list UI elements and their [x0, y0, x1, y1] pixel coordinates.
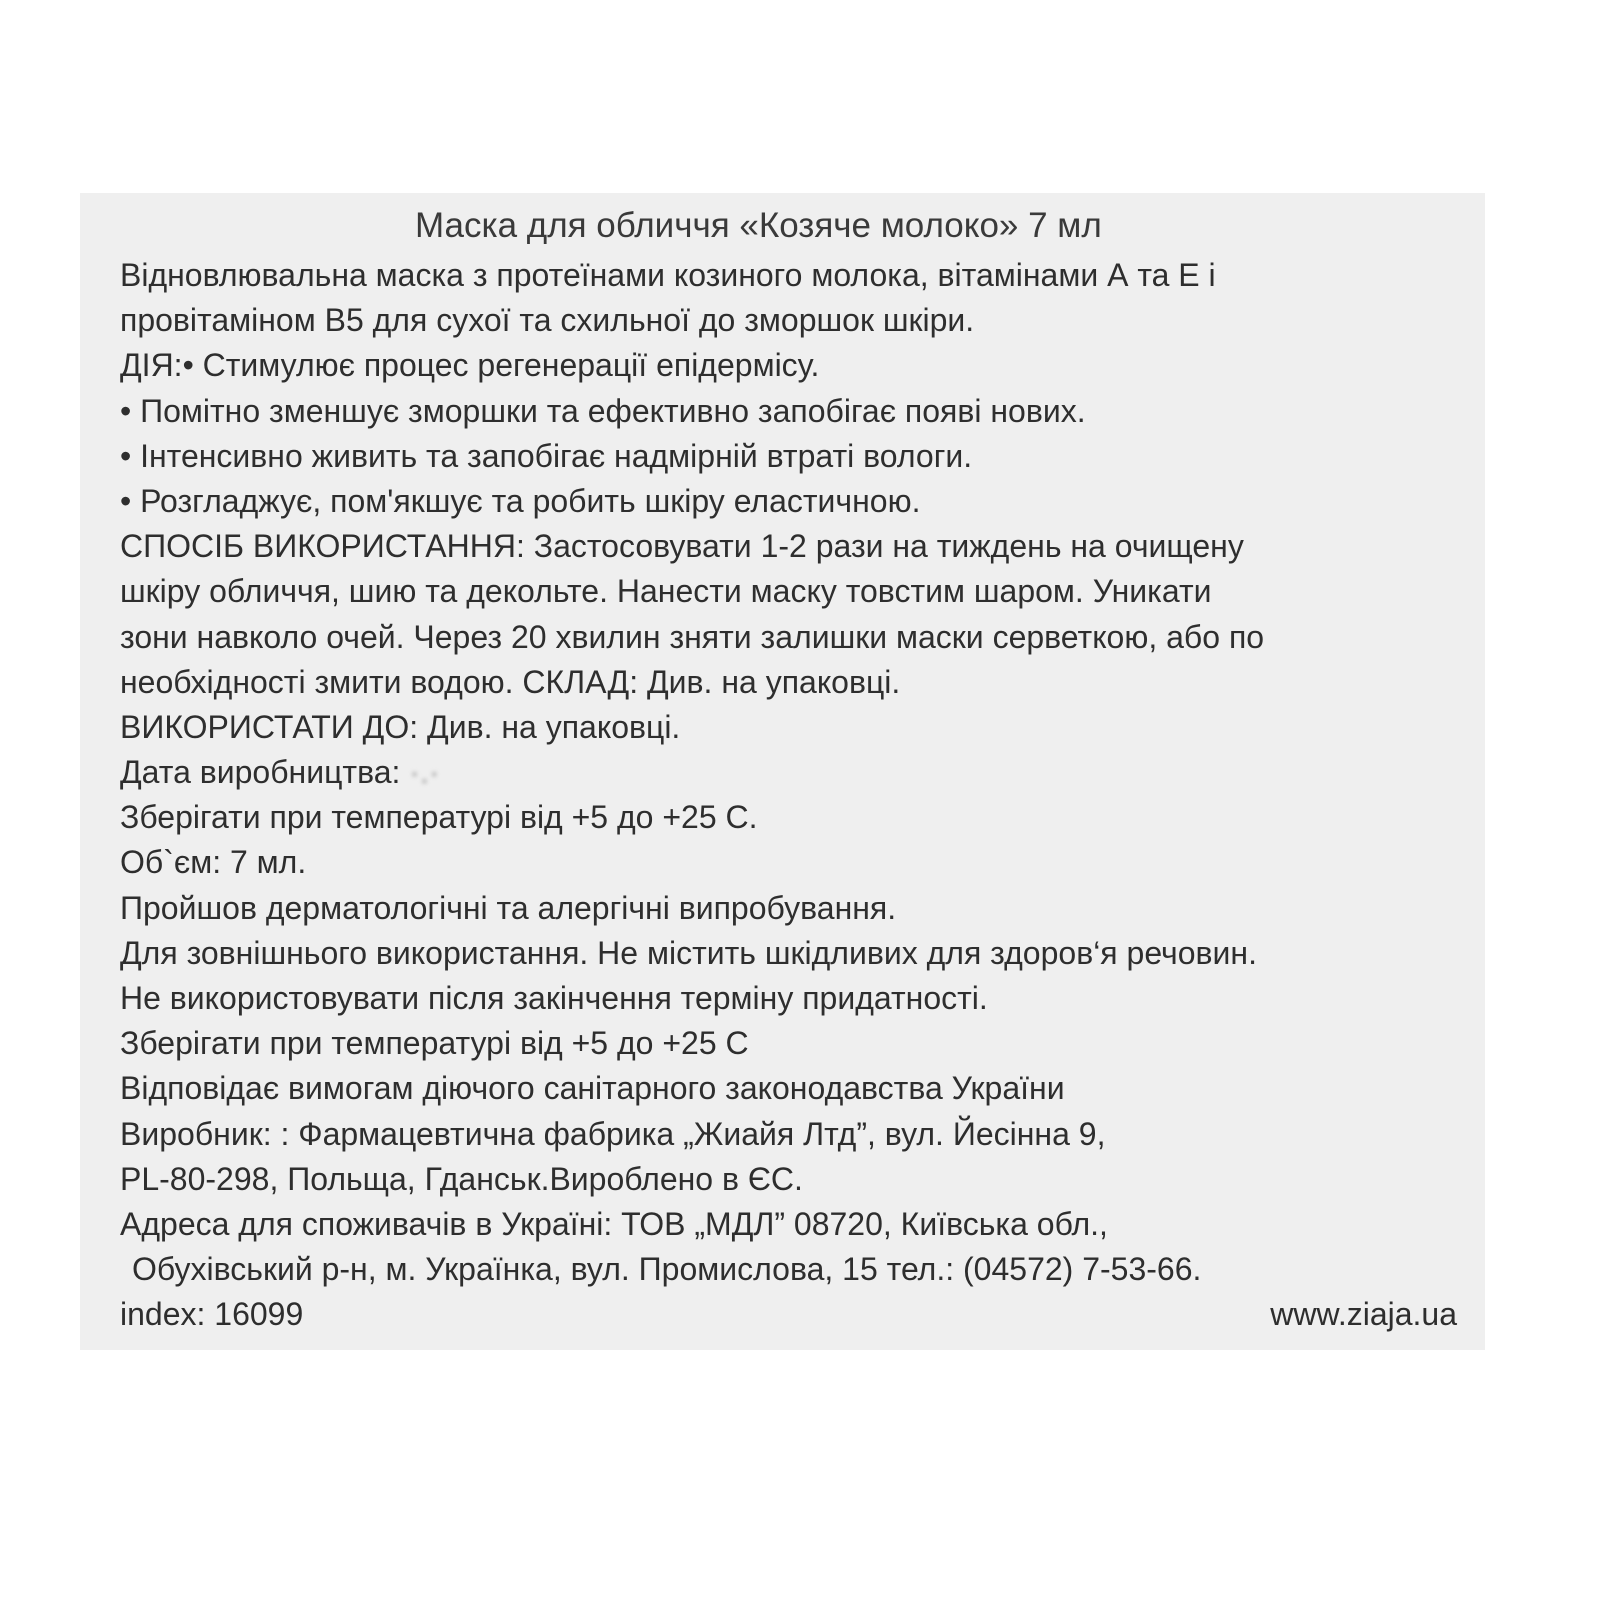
- text-line: шкіру обличчя, шию та декольте. Нанести маску товстим шаром. Уникати: [120, 573, 1212, 610]
- text-line: Адреса для споживачів в Україні: ТОВ „МДЛ” 08720, Київська обл.,: [120, 1205, 1108, 1242]
- text-line: • Інтенсивно живить та запобігає надмірній втраті вологи.: [120, 437, 973, 474]
- text-line: Пройшов дерматологічні та алергічні випробування.: [120, 889, 897, 926]
- text-line: Об`єм: 7 мл.: [120, 844, 307, 881]
- text-line: Зберігати при температурі від +5 до +25 С.: [120, 799, 758, 836]
- text-line: СПОСІБ ВИКОРИСТАННЯ: Застосовувати 1-2 рази на тиждень на очищену: [120, 528, 1244, 565]
- index-code: index: 16099: [120, 1296, 304, 1333]
- text-line: зони навколо очей. Через 20 хвилин зняти залишки маски серветкою, або по: [120, 618, 1265, 655]
- production-date-line: [120, 750, 1457, 795]
- text-line: Для зовнішнього використання. Не містить шкідливих для здоров‘я речовин.: [120, 934, 1257, 971]
- production-date-label: Дата виробництва:: [120, 754, 401, 791]
- blurred-date: ·.·: [409, 754, 440, 791]
- website-link: www.ziaja.ua: [1270, 1296, 1457, 1333]
- text-line: Обухівський р-н, м. Українка, вул. Промислова, 15 тел.: (04572) 7-53-66.: [132, 1251, 1202, 1288]
- text-line: Не використовувати після закінчення терміну придатності.: [120, 980, 988, 1016]
- text-line: провітаміном В5 для сухої та схильної до зморшок шкіри.: [120, 302, 975, 339]
- text-line: Відновлювальна маска з протеїнами козиного молока, вітамінами А та Е і: [120, 257, 1216, 293]
- text-line: Зберігати при температурі від +5 до +25 С: [120, 1025, 749, 1062]
- text-line: Виробник: : Фармацевтична фабрика „Жиайя Лтд”, вул. Йесінна 9,: [120, 1115, 1106, 1152]
- text-line: ВИКОРИСТАТИ ДО: Див. на упаковці.: [120, 708, 681, 745]
- footer-line: [120, 1292, 1457, 1337]
- text-line: ДІЯ:• Стимулює процес регенерації епідермісу.: [120, 347, 820, 384]
- text-line: PL-80-298, Польща, Гданськ.Вироблено в ЄС.: [120, 1160, 803, 1197]
- text-line: необхідності змити водою. СКЛАД: Див. на упаковці.: [120, 663, 901, 700]
- product-title: Маска для обличчя «Козяче молоко» 7 мл: [415, 206, 1102, 245]
- product-label: [80, 193, 1485, 1350]
- text-line: • Розгладжує, пом'якшує та робить шкіру еластичною.: [120, 482, 921, 519]
- text-line: • Помітно зменшує зморшки та ефективно запобігає появі нових.: [120, 392, 1086, 429]
- text-line: Відповідає вимогам діючого санітарного законодавства України: [120, 1070, 1065, 1107]
